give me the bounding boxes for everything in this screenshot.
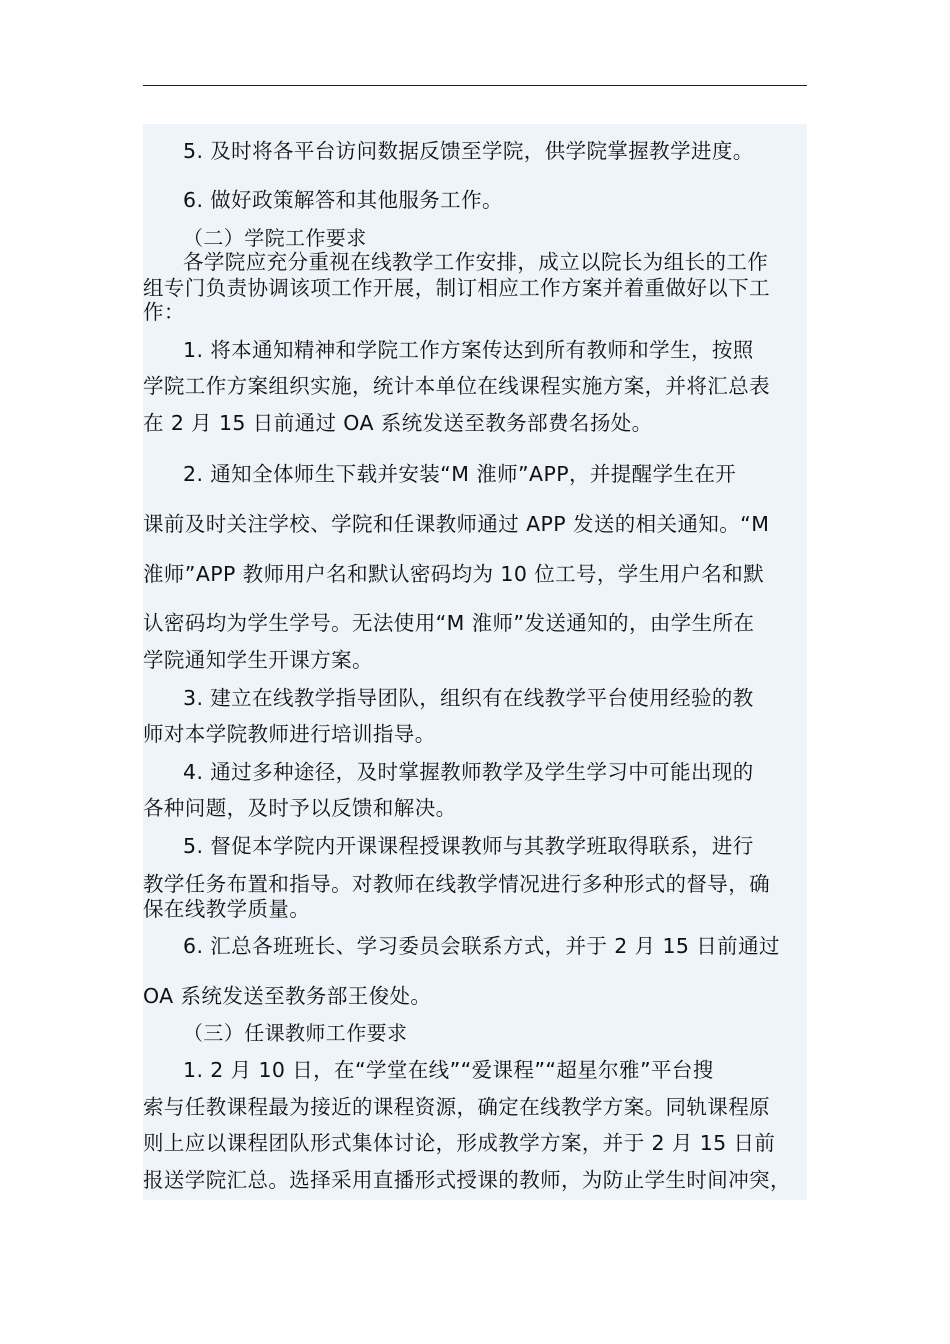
paragraph-line: 保在线教学质量。 [143,897,311,921]
section-heading: （三）任课教师工作要求 [183,1021,408,1045]
paragraph-line: 报送学院汇总。选择采用直播形式授课的教师，为防止学生时间冲突， [143,1168,791,1192]
paragraph-line: 各学院应充分重视在线教学工作安排，成立以院长为组长的工作 [183,250,769,274]
paragraph-line: 索与任教课程最为接近的课程资源，确定在线教学方案。同轨课程原 [143,1095,770,1119]
paragraph-line: 1. 将本通知精神和学院工作方案传达到所有教师和学生，按照 [183,338,754,362]
paragraph-line: 3. 建立在线教学指导团队，组织有在线教学平台使用经验的教 [183,686,754,710]
paragraph-line: 学院通知学生开课方案。 [143,648,373,672]
paragraph-line: 则上应以课程团队形式集体讨论，形成教学方案，并于 2 月 15 日前 [143,1131,776,1155]
paragraph-line: 淮师”APP 教师用户名和默认密码均为 10 位工号，学生用户名和默 [143,562,765,586]
paragraph-line: 1. 2 月 10 日，在“学堂在线”“爱课程”“超星尔雅”平台搜 [183,1058,714,1082]
paragraph-line: 作： [143,300,185,324]
paragraph-line: 在 2 月 15 日前通过 OA 系统发送至教务部费名扬处。 [143,411,653,435]
paragraph-line: 认密码均为学生学号。无法使用“M 淮师”发送通知的，由学生所在 [143,611,755,635]
paragraph-line: 6. 汇总各班班长、学习委员会联系方式，并于 2 月 15 日前通过 [183,934,780,958]
paragraph-line: 课前及时关注学校、学院和任课教师通过 APP 发送的相关通知。“M [143,512,770,536]
section-heading: （二）学院工作要求 [183,226,367,250]
paragraph-line: 教学任务布置和指导。对教师在线教学情况进行多种形式的督导，确 [143,872,770,896]
paragraph-line: 学院工作方案组织实施，统计本单位在线课程实施方案，并将汇总表 [143,374,770,398]
paragraph-line: 组专门负责协调该项工作开展，制订相应工作方案并着重做好以下工 [143,276,770,300]
paragraph-line: 2. 通知全体师生下载并安装“M 淮师”APP，并提醒学生在开 [183,462,737,486]
paragraph-line: OA 系统发送至教务部王俊处。 [143,984,432,1008]
paragraph-line: 各种问题，及时予以反馈和解决。 [143,796,457,820]
paragraph-line: 4. 通过多种途径，及时掌握教师教学及学生学习中可能出现的 [183,760,754,784]
paragraph-line: 6. 做好政策解答和其他服务工作。 [183,188,503,212]
header-rule [143,85,807,86]
paragraph-line: 5. 及时将各平台访问数据反馈至学院，供学院掌握教学进度。 [183,139,754,163]
paragraph-line: 师对本学院教师进行培训指导。 [143,722,436,746]
paragraph-line: 5. 督促本学院内开课课程授课教师与其教学班取得联系，进行 [183,834,754,858]
